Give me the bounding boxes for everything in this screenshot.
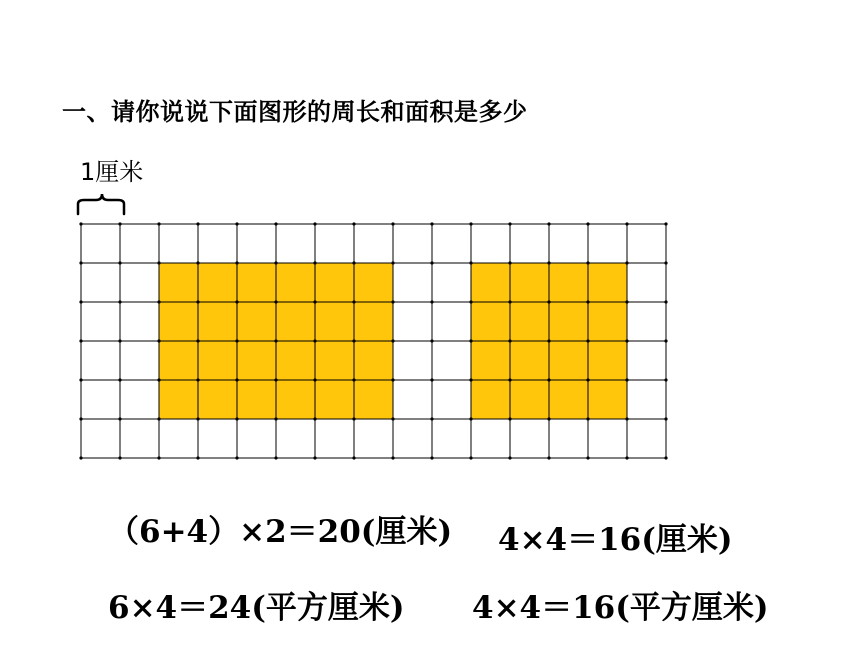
grid-dot bbox=[118, 339, 121, 342]
grid-dot bbox=[430, 261, 433, 264]
grid-dot bbox=[196, 378, 199, 381]
grid-dot bbox=[430, 456, 433, 459]
grid-dot bbox=[508, 417, 511, 420]
grid-dot bbox=[79, 417, 82, 420]
grid-dot bbox=[274, 261, 277, 264]
grid-dot bbox=[430, 417, 433, 420]
grid-dot bbox=[79, 378, 82, 381]
grid-dot bbox=[79, 339, 82, 342]
grid-dot bbox=[235, 378, 238, 381]
grid-dot bbox=[469, 456, 472, 459]
grid-dot bbox=[274, 378, 277, 381]
grid-dot bbox=[157, 222, 160, 225]
grid-dot bbox=[664, 300, 667, 303]
grid-dot bbox=[391, 261, 394, 264]
grid-dot bbox=[352, 456, 355, 459]
grid-dot bbox=[313, 222, 316, 225]
grid-dot bbox=[118, 417, 121, 420]
grid-dot bbox=[625, 456, 628, 459]
grid-dot bbox=[508, 222, 511, 225]
grid-dot bbox=[391, 222, 394, 225]
grid-dot bbox=[469, 261, 472, 264]
grid-dot bbox=[79, 261, 82, 264]
grid-dot bbox=[391, 417, 394, 420]
grid-dot bbox=[391, 456, 394, 459]
grid-dot bbox=[274, 300, 277, 303]
grid-dot bbox=[157, 261, 160, 264]
grid-dot bbox=[352, 222, 355, 225]
grid-dot bbox=[664, 339, 667, 342]
grid-dot bbox=[157, 417, 160, 420]
square-perimeter-formula: 4×4＝16(厘米) bbox=[498, 522, 733, 558]
grid-dot bbox=[235, 300, 238, 303]
grid-dot bbox=[352, 339, 355, 342]
grid-dot bbox=[352, 261, 355, 264]
grid-dot bbox=[547, 222, 550, 225]
grid-dot bbox=[79, 456, 82, 459]
grid-dot bbox=[79, 222, 82, 225]
grid-dot bbox=[586, 378, 589, 381]
grid-dot bbox=[469, 417, 472, 420]
grid-dot bbox=[586, 417, 589, 420]
grid-dot bbox=[625, 417, 628, 420]
grid-dot bbox=[274, 222, 277, 225]
grid-dot bbox=[547, 339, 550, 342]
grid-dot bbox=[352, 417, 355, 420]
grid-dot bbox=[430, 300, 433, 303]
grid-dot bbox=[664, 456, 667, 459]
grid-dot bbox=[313, 456, 316, 459]
grid-dot bbox=[586, 300, 589, 303]
grid-dot bbox=[157, 378, 160, 381]
grid-dot bbox=[547, 300, 550, 303]
grid-dot bbox=[274, 417, 277, 420]
grid-dot bbox=[469, 378, 472, 381]
grid-dot bbox=[352, 300, 355, 303]
grid-dot bbox=[196, 339, 199, 342]
grid-dot bbox=[79, 300, 82, 303]
grid-dot bbox=[157, 456, 160, 459]
grid-dot bbox=[157, 300, 160, 303]
grid-dot bbox=[625, 339, 628, 342]
grid-dot bbox=[235, 261, 238, 264]
grid-dot bbox=[391, 378, 394, 381]
rectangle-perimeter-formula: （6+4）×2＝20(厘米) bbox=[108, 514, 453, 550]
grid-dot bbox=[313, 300, 316, 303]
grid-dot bbox=[664, 261, 667, 264]
grid-dot bbox=[196, 222, 199, 225]
grid-dot bbox=[235, 456, 238, 459]
grid-dot bbox=[547, 456, 550, 459]
grid-dot bbox=[196, 261, 199, 264]
grid-dot bbox=[196, 300, 199, 303]
grid-dot bbox=[469, 300, 472, 303]
grid-dot bbox=[586, 222, 589, 225]
grid-dot bbox=[508, 339, 511, 342]
grid-dot bbox=[313, 417, 316, 420]
grid-dot bbox=[586, 456, 589, 459]
grid-dot bbox=[625, 300, 628, 303]
grid-dot bbox=[118, 378, 121, 381]
grid-dot bbox=[118, 300, 121, 303]
grid-dot bbox=[313, 261, 316, 264]
grid-dot bbox=[352, 378, 355, 381]
grid-dot bbox=[196, 417, 199, 420]
grid-dot bbox=[586, 339, 589, 342]
grid-dot bbox=[118, 456, 121, 459]
grid-dot bbox=[625, 378, 628, 381]
grid-dot bbox=[118, 261, 121, 264]
grid-dot bbox=[664, 222, 667, 225]
grid-dot bbox=[664, 417, 667, 420]
grid-dot bbox=[625, 222, 628, 225]
grid-dot bbox=[235, 222, 238, 225]
grid-dot bbox=[469, 222, 472, 225]
grid-dot bbox=[313, 339, 316, 342]
grid-dot bbox=[508, 300, 511, 303]
grid-dot bbox=[274, 339, 277, 342]
grid-dot bbox=[235, 417, 238, 420]
question-title: 一、请你说说下面图形的周长和面积是多少 bbox=[62, 98, 528, 126]
grid-dot bbox=[664, 378, 667, 381]
grid-dot bbox=[586, 261, 589, 264]
grid-dot bbox=[430, 378, 433, 381]
unit-label: 1厘米 bbox=[80, 158, 144, 186]
grid-dot bbox=[391, 300, 394, 303]
grid-dot bbox=[547, 417, 550, 420]
grid-dot bbox=[508, 456, 511, 459]
grid-dot bbox=[469, 339, 472, 342]
grid-dot bbox=[430, 222, 433, 225]
grid-dot bbox=[391, 339, 394, 342]
square-area-formula: 4×4＝16(平方厘米) bbox=[472, 590, 769, 626]
grid-dot bbox=[196, 456, 199, 459]
grid-dot bbox=[547, 378, 550, 381]
grid-dot bbox=[118, 222, 121, 225]
grid-dot bbox=[274, 456, 277, 459]
grid-dot bbox=[547, 261, 550, 264]
grid-dot bbox=[625, 261, 628, 264]
grid-dot bbox=[508, 378, 511, 381]
grid-dot bbox=[430, 339, 433, 342]
grid-dot bbox=[313, 378, 316, 381]
grid-dot bbox=[235, 339, 238, 342]
grid-dot bbox=[508, 261, 511, 264]
rectangle-area-formula: 6×4＝24(平方厘米) bbox=[108, 590, 405, 626]
grid-dot bbox=[157, 339, 160, 342]
